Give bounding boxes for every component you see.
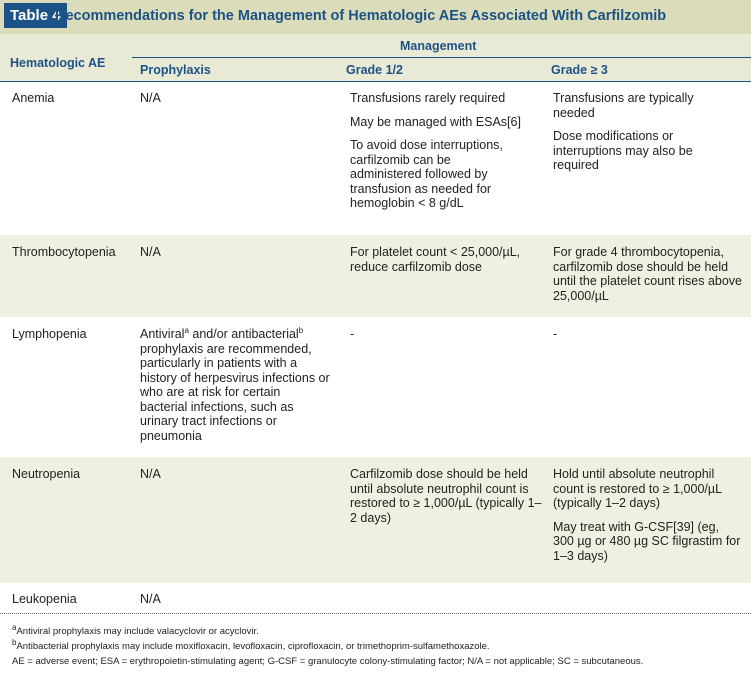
footnote-b [12,637,490,652]
cell-text: Transfusions are typically needed [553,91,694,120]
footnote-mark: a [184,325,189,335]
ae-name: Anemia [12,91,55,105]
footnote-divider [0,613,751,614]
table-label: Table 4 [4,3,67,28]
ae-name: Thrombocytopenia [12,245,116,259]
cell-text: May treat with G-CSF[39] (eg, 300 µg or 480 µg SC filgrastim for 1–3 days) [553,519,741,563]
table-row-neutropenia [0,457,751,583]
header-prophylaxis: Prophylaxis [140,63,211,77]
cell-text: For platelet count < 25,000/µL, reduce carfilzomib dose [350,245,521,274]
grade12-cell [350,91,545,220]
header-grade-1-2: Grade 1/2 [346,63,403,77]
header-divider [132,57,751,58]
header-management: Management [400,39,477,53]
footnote-mark: b [12,637,17,647]
prophylaxis-cell [140,327,330,443]
cell-text: To avoid dose interruptions, carfilzomib can be administered followed by transfusion as needed for hemoglobin < 8 g/dL [350,138,503,210]
table-row-lymphopenia [0,317,751,457]
footnote-mark: a [12,622,17,632]
footnote-a [12,622,259,637]
footnote-text: AE = adverse event; ESA = erythropoietin-stimulating agent; G-CSF = granulocyte colony-stimulating factor; N/A = not applicable; SC = subcutaneous. [12,656,644,667]
table-title: Recommendations for the Management of Hematologic AEs Associated With Carfilzomib [55,8,667,24]
prophylaxis-cell: N/A [140,467,161,481]
grade3-cell [553,467,743,572]
grade3-cell [553,245,743,312]
table-row-leukopenia [0,583,751,613]
grade12-cell: - [350,327,355,341]
grade12-cell [350,245,545,283]
grade3-cell: - [553,327,558,341]
ae-name: Neutropenia [12,467,81,481]
header-hematologic-ae: Hematologic AE [10,56,106,70]
ae-name: Leukopenia [12,592,77,606]
header-grade-3: Grade ≥ 3 [551,63,608,77]
cell-text: Dose modifications or interruptions may also be required [553,129,693,172]
cell-text: prophylaxis are recommended, particularly in patients with a history of herpesvirus infections or who are at risk for certain bacterial infections, such as urinary tract infections or pneumonia [140,341,330,443]
table-row-thrombocytopenia [0,235,751,317]
footnote-abbreviations [12,656,643,667]
ae-name: Lymphopenia [12,327,87,341]
prophylaxis-cell: N/A [140,91,161,105]
footnote-mark: b [298,325,304,335]
table-row-anemia [0,81,751,235]
cell-text: Hold until absolute neutrophil count is restored to ≥ 1,000/µL (typically 1–2 days) [553,467,722,510]
grade12-cell [350,467,545,534]
cell-text: For grade 4 thrombocytopenia, carfilzomib dose should be held until the platelet count rises above 25,000/µL [553,245,743,303]
prophylaxis-cell: N/A [140,592,161,606]
prophylaxis-cell: N/A [140,245,161,259]
table-header [0,34,751,82]
footnote-text: Antibacterial prophylaxis may include moxifloxacin, levofloxacin, ciprofloxacin, or trimethoprim-sulfamethoxazole. [16,641,490,652]
cell-text: Antiviral [140,327,185,341]
footnote-text: Antiviral prophylaxis may include valacyclovir or acyclovir. [16,626,259,637]
cell-text: Carfilzomib dose should be held until absolute neutrophil count is restored to ≥ 1,000/µL (typically 1–2 days) [350,467,542,525]
table-title-bar [0,0,751,34]
cell-text: May be managed with ESAs[6] [350,114,521,129]
cell-text: and/or antibacterial [188,327,299,341]
cell-text: Transfusions rarely required [350,91,506,105]
grade3-cell [553,91,743,182]
